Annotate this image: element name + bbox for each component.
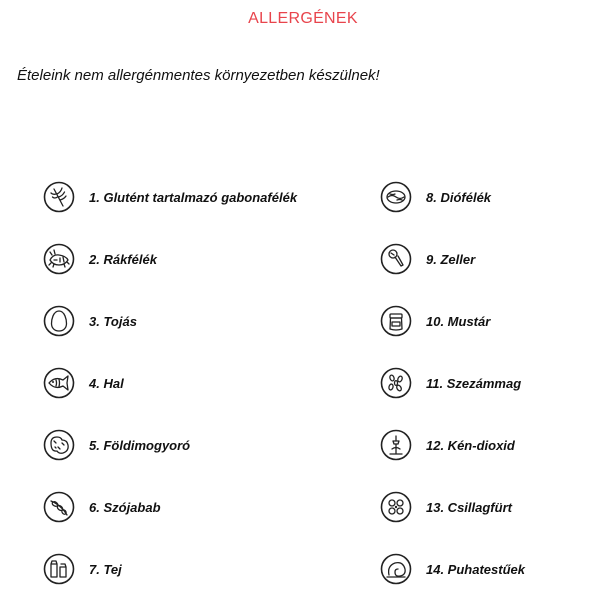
mustard-icon: [380, 305, 412, 337]
allergen-item-sulphites: [380, 428, 515, 462]
allergen-label: 13. Csillagfürt: [426, 499, 512, 515]
allergen-label: 9. Zeller: [426, 251, 476, 267]
allergen-label: 2. Rákfélék: [89, 251, 157, 267]
allergen-label: 3. Tojás: [89, 313, 137, 329]
allergen-item-fish: [43, 366, 124, 400]
page-title: ALLERGÉNEK: [248, 10, 358, 27]
fish-icon: [43, 367, 75, 399]
allergen-item-crustaceans: [43, 242, 157, 276]
soybean-icon: [43, 491, 75, 523]
allergen-item-gluten: [43, 180, 297, 214]
allergen-item-nuts: [380, 180, 491, 214]
allergen-item-soybean: [43, 490, 161, 524]
allergen-label: 8. Diófélék: [426, 189, 492, 205]
allergen-label: 10. Mustár: [426, 313, 491, 329]
milk-icon: [43, 553, 75, 585]
allergen-label: 6. Szójabab: [89, 499, 161, 515]
allergen-label: 5. Földimogyoró: [89, 437, 191, 453]
allergen-notice: Ételeink nem allergénmentes környezetben készülnek!: [17, 67, 380, 84]
allergen-item-mustard: [380, 304, 490, 338]
mollusc-icon: [380, 553, 412, 585]
sesame-icon: [380, 367, 412, 399]
nut-icon: [380, 181, 412, 213]
allergen-label: 7. Tej: [89, 561, 122, 577]
egg-icon: [43, 305, 75, 337]
allergen-item-sesame: [380, 366, 521, 400]
sulphite-icon: [380, 429, 412, 461]
wheat-icon: [43, 181, 75, 213]
lupin-icon: [380, 491, 412, 523]
allergen-item-milk: [43, 552, 122, 586]
crustacean-icon: [43, 243, 75, 275]
allergen-label: 12. Kén-dioxid: [426, 437, 515, 453]
celery-icon: [380, 243, 412, 275]
allergen-label: 1. Glutént tartalmazó gabonafélék: [89, 189, 298, 205]
peanut-icon: [43, 429, 75, 461]
allergen-item-egg: [43, 304, 137, 338]
allergen-item-celery: [380, 242, 475, 276]
allergen-label: 4. Hal: [89, 375, 124, 391]
allergen-item-molluscs: [380, 552, 525, 586]
allergen-item-peanut: [43, 428, 190, 462]
allergen-label: 11. Szezámmag: [426, 375, 522, 391]
allergen-item-lupin: [380, 490, 512, 524]
allergen-label: 14. Puhatestűek: [426, 561, 525, 577]
